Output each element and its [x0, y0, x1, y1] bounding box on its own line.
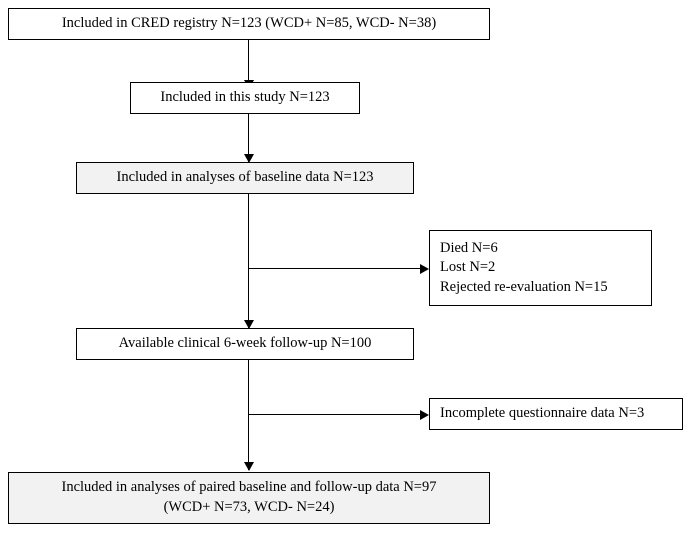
node-paired — [8, 472, 490, 524]
connector-followup-to-exclusions-2 — [248, 414, 424, 415]
node-study-line-1: Included in this study N=123 — [160, 89, 330, 106]
connector-baseline-to-exclusions-1 — [248, 268, 424, 269]
node-paired-line-1: Included in analyses of paired baseline and follow-up data N=97 — [61, 479, 437, 496]
node-followup — [76, 328, 414, 360]
node-followup-line-1: Available clinical 6-week follow-up N=100 — [118, 335, 372, 352]
node-paired-line-2: (WCD+ N=73, WCD- N=24) — [163, 499, 335, 515]
node-exclusions-1-line-1: Died N=6 — [440, 239, 498, 256]
arrow-followup-to-exclusions-2 — [420, 410, 429, 420]
connector-followup-to-paired — [248, 360, 249, 470]
node-baseline-line-1: Included in analyses of baseline data N=123 — [116, 169, 374, 186]
arrow-baseline-to-exclusions-1 — [420, 264, 429, 274]
node-study — [130, 82, 360, 114]
connector-baseline-to-followup — [248, 194, 249, 330]
node-registry-line-1: Included in CRED registry N=123 (WCD+ N=85, WCD- N=38) — [61, 15, 437, 32]
node-exclusions-2-line-1: Incomplete questionnaire data N=3 — [440, 405, 645, 422]
node-exclusions-1 — [429, 230, 652, 306]
node-exclusions-1-line-2: Lost N=2 — [440, 259, 496, 276]
node-exclusions-2 — [429, 398, 683, 430]
node-registry — [8, 8, 490, 40]
node-baseline — [76, 162, 414, 194]
arrow-followup-to-paired — [244, 462, 254, 471]
node-exclusions-1-line-3: Rejected re-evaluation N=15 — [440, 278, 608, 295]
connector-registry-to-study — [248, 40, 249, 83]
